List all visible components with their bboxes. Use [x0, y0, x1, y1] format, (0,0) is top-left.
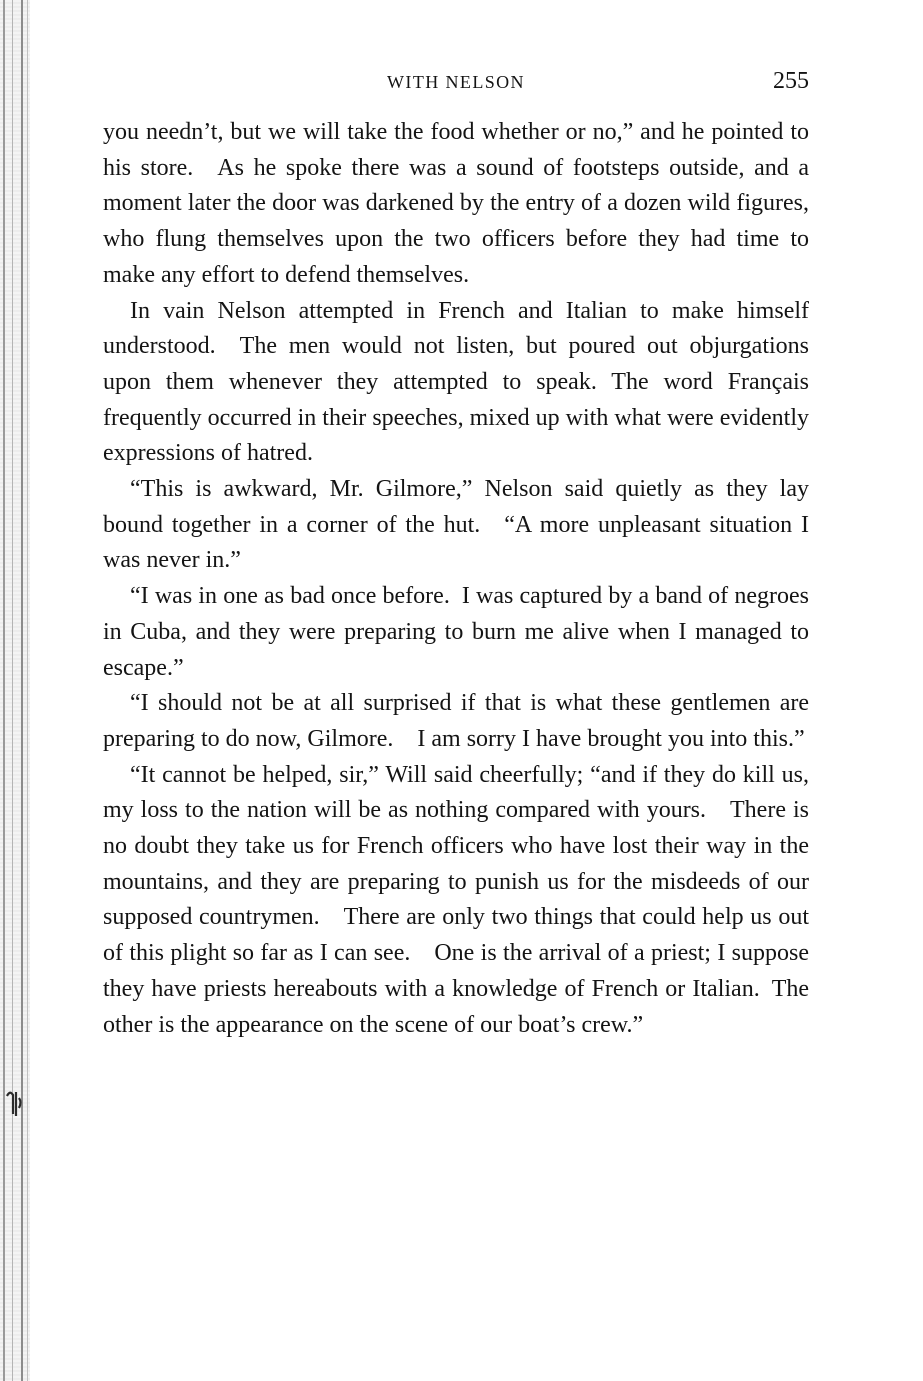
paragraph: you needn’t, but we will take the food whether or no,” and he pointed to his store. As he spoke there was a sound of footsteps outside, and a moment later the door was darkened by the entry of a dozen wild figures, who flung themselves upon the two officers before they had time to make any effort to defend themselves. [103, 119, 809, 288]
paragraph: “I should not be at all surprised if that is what these gentlemen are preparing to do now, Gilmore. I am sorry I have brought you into this.” [103, 690, 809, 752]
paragraph: In vain Nelson attempted in French and Italian to make himself understood. The men would not listen, but poured out objurgations upon them whenever they attempted to speak. The word Français frequently occurred in their speeches, mixed up with what were evidently expressions of hatred. [103, 297, 809, 467]
paragraph: “This is awkward, Mr. Gilmore,” Nelson said quietly as they lay bound together in a corner of the hut. “A more unpleasant situation I was never in.” [103, 476, 809, 574]
paragraph: “It cannot be helped, sir,” Will said cheerfully; “and if they do kill us, my loss to the nation will be as nothing compared with yours. There is no doubt they take us for French officers who have lost their way in the mountains, and they are preparing to punish us for the misdeeds of our supposed countrymen. There are only two things that could help us out of this plight so far as I can see. One is the arrival of a priest; I suppose they have priests hereabouts with a knowledge of French or Italian. The other is the appearance on the scene of our boat’s crew.” [103, 761, 809, 1038]
body-text [103, 115, 809, 1043]
binding-stitch-line [3, 0, 5, 1381]
paragraph: “I was in one as bad once before. I was captured by a band of negroes in Cuba, and they were preparing to burn me alive when I managed to escape.” [103, 583, 809, 681]
binding-stitch-line [12, 0, 13, 1381]
binding-stitch-line [27, 0, 28, 1381]
running-title: WITH NELSON [387, 72, 525, 92]
ink-mark-icon [4, 1088, 24, 1118]
running-header [103, 68, 809, 98]
page-number: 255 [773, 68, 809, 94]
binding-stitch-line [21, 0, 23, 1381]
